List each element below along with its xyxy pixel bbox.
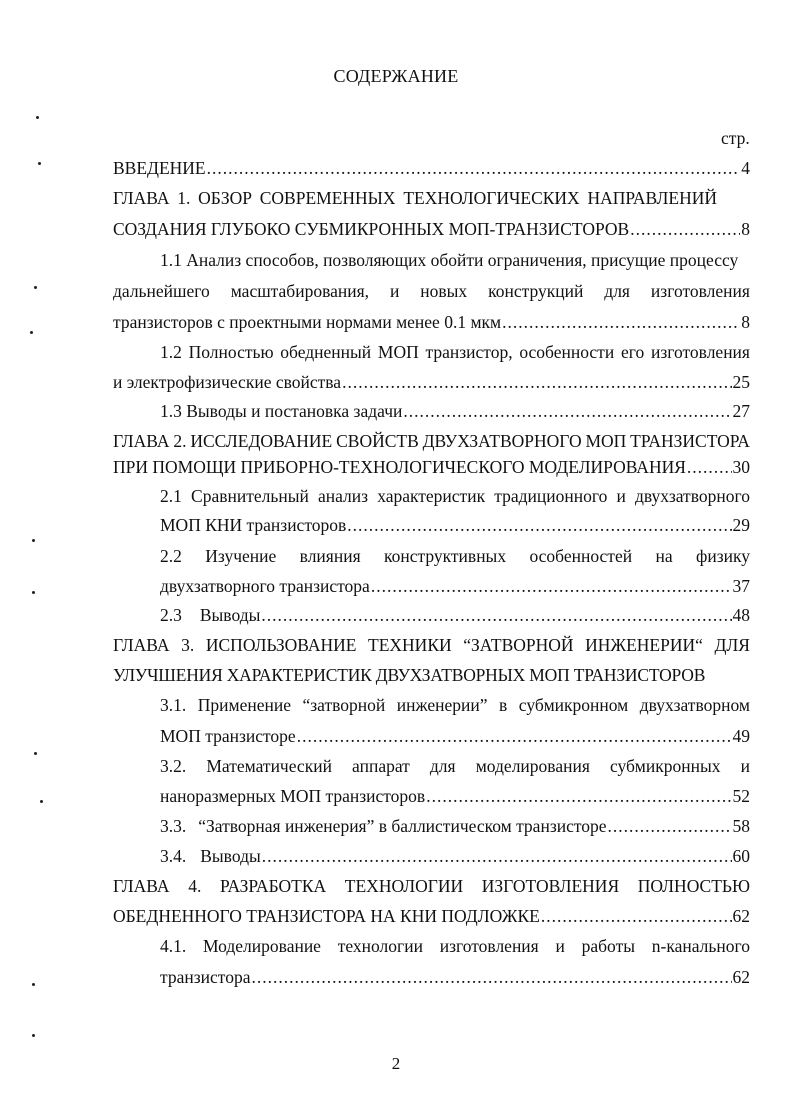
toc-entry-title: МОП КНИ транзисторов [160, 515, 347, 535]
word: ПОЛНОСТЬЮ [637, 876, 750, 896]
toc-entry-page: 58 [732, 816, 750, 836]
toc-entry-page: 30 [732, 457, 750, 477]
word: работы [581, 936, 635, 956]
word: Полностью [188, 342, 274, 362]
word: МОП [377, 342, 419, 362]
dot-leader [371, 575, 732, 597]
word: ОБЗОР [198, 188, 252, 208]
word: новых [420, 281, 468, 301]
word: ИСПОЛЬЗОВАНИЕ [205, 635, 357, 655]
word: Математический [206, 756, 332, 776]
toc-entry-intro[interactable] [113, 157, 750, 179]
toc-chapter-2-line-2[interactable] [113, 456, 750, 478]
word: обедненный [280, 342, 372, 362]
toc-entry-title: и электрофизические свойства [113, 372, 342, 392]
toc-section-3-1-line-2[interactable] [160, 725, 750, 747]
toc-entry-title: наноразмерных МОП транзисторов [160, 786, 426, 806]
dot-leader [687, 456, 732, 478]
toc-section-3-3[interactable] [160, 815, 750, 837]
word: РАЗРАБОТКА [219, 876, 327, 896]
word: транзистор, [425, 342, 513, 362]
dot-leader [608, 815, 732, 837]
toc-section-2-1-line-2[interactable] [160, 514, 750, 536]
toc-section-4-1-line-1[interactable] [160, 935, 750, 957]
scan-speck [30, 331, 33, 334]
word: для [429, 756, 456, 776]
dot-leader [261, 604, 731, 626]
word: аппарат [352, 756, 410, 776]
word: 4. [188, 876, 202, 896]
word: ИССЛЕДОВАНИЕ [190, 431, 333, 451]
toc-chapter-1-line-1[interactable] [113, 187, 717, 209]
dot-leader [347, 514, 731, 536]
word: ТЕХНОЛОГИЧЕСКИХ [403, 188, 580, 208]
dot-leader [426, 785, 731, 807]
toc-entry-page: 48 [732, 605, 750, 625]
word: 3.2. [160, 756, 187, 776]
toc-entry-number: 3.3. [160, 816, 187, 836]
toc-entry-title: двухзатворного транзистора [160, 576, 370, 596]
toc-entry-title: СОЗДАНИЯ ГЛУБОКО СУБМИКРОННЫХ МОП-ТРАНЗИСТОРОВ [113, 219, 630, 239]
word: ГЛАВА [113, 876, 170, 896]
toc-entry-title: Выводы [200, 846, 261, 866]
toc-entry-title: Выводы [199, 605, 261, 625]
toc-section-3-2-line-2[interactable] [160, 785, 750, 807]
word: анализ [317, 486, 369, 506]
scan-speck [32, 1034, 35, 1037]
dot-leader [630, 218, 740, 240]
word: и [389, 281, 400, 301]
toc-entry-page: 37 [732, 576, 750, 596]
toc-section-2-2-line-2[interactable] [160, 575, 750, 597]
toc-section-1-1-line-2[interactable] [113, 280, 750, 302]
word: ДВУХЗАТВОРНОГО [422, 431, 582, 451]
word: субмикронных [609, 756, 721, 776]
toc-section-3-4[interactable] [160, 845, 750, 867]
toc-entry-title: “Затворная инженерия” в баллистическом транзисторе [198, 816, 607, 836]
word: ДЛЯ [714, 635, 750, 655]
dot-leader [297, 725, 732, 747]
word: Моделирование [203, 936, 321, 956]
toc-entry-page: 8 [741, 312, 750, 332]
toc-entry-page: 49 [732, 726, 750, 746]
toc-chapter-3-line-2[interactable]: УЛУЧШЕНИЯ ХАРАКТЕРИСТИК ДВУХЗАТВОРНЫХ МОП ТРАНЗИСТОРОВ [113, 665, 706, 685]
word: 1.2 [160, 342, 182, 362]
word: влияния [299, 546, 361, 566]
word: СОВРЕМЕННЫХ [259, 188, 396, 208]
word: ТРАНЗИСТОРА [630, 431, 750, 451]
word: дальнейшего [113, 281, 210, 301]
toc-entry-page: 62 [732, 967, 750, 987]
word: масштабирования, [230, 281, 370, 301]
toc-entry-page: 29 [732, 515, 750, 535]
word: Изучение [205, 546, 277, 566]
word: и [740, 756, 750, 776]
word: 2.1 [160, 486, 182, 506]
word: ИЗГОТОВЛЕНИЯ [481, 876, 620, 896]
word: 3. [181, 635, 195, 655]
word: НАПРАВЛЕНИЙ [587, 188, 717, 208]
word: 2. [173, 431, 187, 451]
word: конструкций [488, 281, 584, 301]
word: и [555, 936, 565, 956]
toc-entry-page: 27 [732, 401, 750, 421]
dot-leader [207, 157, 741, 179]
scan-speck [38, 162, 41, 165]
word: Сравнительный [191, 486, 309, 506]
word: физику [696, 546, 750, 566]
toc-entry-title: ВВЕДЕНИЕ [113, 158, 206, 178]
toc-entry-page: 25 [732, 372, 750, 392]
toc-section-1-2-line-2[interactable] [113, 371, 750, 393]
word: на [655, 546, 673, 566]
word: технологии [337, 936, 423, 956]
scan-speck [36, 116, 39, 119]
toc-section-1-3[interactable] [160, 400, 750, 422]
word: 4.1. [160, 936, 187, 956]
word: СВОЙСТВ [336, 431, 419, 451]
word: МОП [585, 431, 627, 451]
toc-entry-page: 4 [741, 158, 750, 178]
toc-chapter-3-line-1[interactable] [113, 634, 750, 656]
scan-speck [34, 286, 37, 289]
page-number: 2 [391, 1054, 401, 1073]
dot-leader [403, 400, 731, 422]
scan-speck [34, 752, 37, 755]
word: изготовления [650, 342, 750, 362]
toc-section-3-1-line-1[interactable] [160, 694, 750, 716]
word: ТЕХНИКИ [368, 635, 452, 655]
toc-entry-number: 2.3 [160, 605, 182, 625]
toc-entry-page: 60 [732, 846, 750, 866]
word: конструктивных [384, 546, 507, 566]
toc-entry-title: ОБЕДНЕННОГО ТРАНЗИСТОРА НА КНИ ПОДЛОЖКЕ [113, 906, 540, 926]
word: его [620, 342, 645, 362]
word: моделирования [475, 756, 590, 776]
toc-entry-page: 52 [732, 786, 750, 806]
word: ГЛАВА [113, 635, 170, 655]
toc-chapter-4-line-1[interactable] [113, 875, 750, 897]
toc-section-3-2-line-1[interactable] [160, 755, 750, 777]
word: двухзатворного [634, 486, 750, 506]
word: особенностей [529, 546, 633, 566]
toc-section-2-2-line-1[interactable] [160, 545, 750, 567]
toc-entry-title: транзисторов с проектными нормами менее 0.1 мкм [113, 312, 502, 332]
dot-leader [251, 966, 731, 988]
word: субмикронном [518, 695, 629, 715]
toc-entry-title: ПРИ ПОМОЩИ ПРИБОРНО-ТЕХНОЛОГИЧЕСКОГО МОДЕЛИРОВАНИЯ [113, 457, 686, 477]
word: ИНЖЕНЕРИИ“ [585, 635, 703, 655]
word: “ЗАТВОРНОЙ [463, 635, 574, 655]
word: ГЛАВА [113, 188, 170, 208]
dot-leader [262, 845, 732, 867]
toc-chapter-2-line-1[interactable] [113, 430, 750, 452]
toc-section-1-1-line-3[interactable] [113, 311, 750, 333]
word: и [616, 486, 626, 506]
dot-leader [342, 371, 731, 393]
word: 2.2 [160, 546, 182, 566]
word: 1. [177, 188, 191, 208]
page-column-label: стр. [721, 128, 750, 148]
toc-entry-number: 3.4. [160, 846, 187, 866]
toc-entry-title: МОП транзисторе [160, 726, 296, 746]
word: “затворной [302, 695, 386, 715]
scan-speck [32, 591, 35, 594]
word: особенности [519, 342, 615, 362]
page-title: СОДЕРЖАНИЕ [333, 66, 459, 86]
toc-section-4-1-line-2[interactable] [160, 966, 750, 988]
word: в [499, 695, 508, 715]
toc-chapter-1-line-2[interactable] [113, 218, 750, 240]
word: двухзатворном [639, 695, 750, 715]
word: Применение [197, 695, 291, 715]
word: для [604, 281, 630, 301]
dot-leader [541, 905, 732, 927]
scan-speck [40, 800, 43, 803]
toc-entry-page: 62 [732, 906, 750, 926]
scan-speck [32, 539, 35, 542]
word: изготовления [439, 936, 539, 956]
word: ТЕХНОЛОГИИ [344, 876, 464, 896]
word: характеристик [377, 486, 486, 506]
word: инженерии” [396, 695, 488, 715]
word: традиционного [494, 486, 608, 506]
toc-section-1-1-line-1[interactable]: 1.1 Анализ способов, позволяющих обойти ограничения, присущие процессу [160, 250, 739, 270]
toc-entry-page: 8 [741, 219, 750, 239]
word: 3.1. [160, 695, 187, 715]
toc-entry-title: 1.3 Выводы и постановка задачи [160, 401, 403, 421]
toc-section-1-2-line-1[interactable] [160, 341, 750, 363]
word: n-канального [651, 936, 750, 956]
toc-section-2-1-line-1[interactable] [160, 485, 750, 507]
word: изготовления [650, 281, 750, 301]
scan-speck [32, 983, 35, 986]
toc-section-2-3[interactable] [160, 604, 750, 626]
dot-leader [502, 311, 740, 333]
word: ГЛАВА [113, 431, 170, 451]
toc-chapter-4-line-2[interactable] [113, 905, 750, 927]
toc-entry-title: транзистора [160, 967, 251, 987]
